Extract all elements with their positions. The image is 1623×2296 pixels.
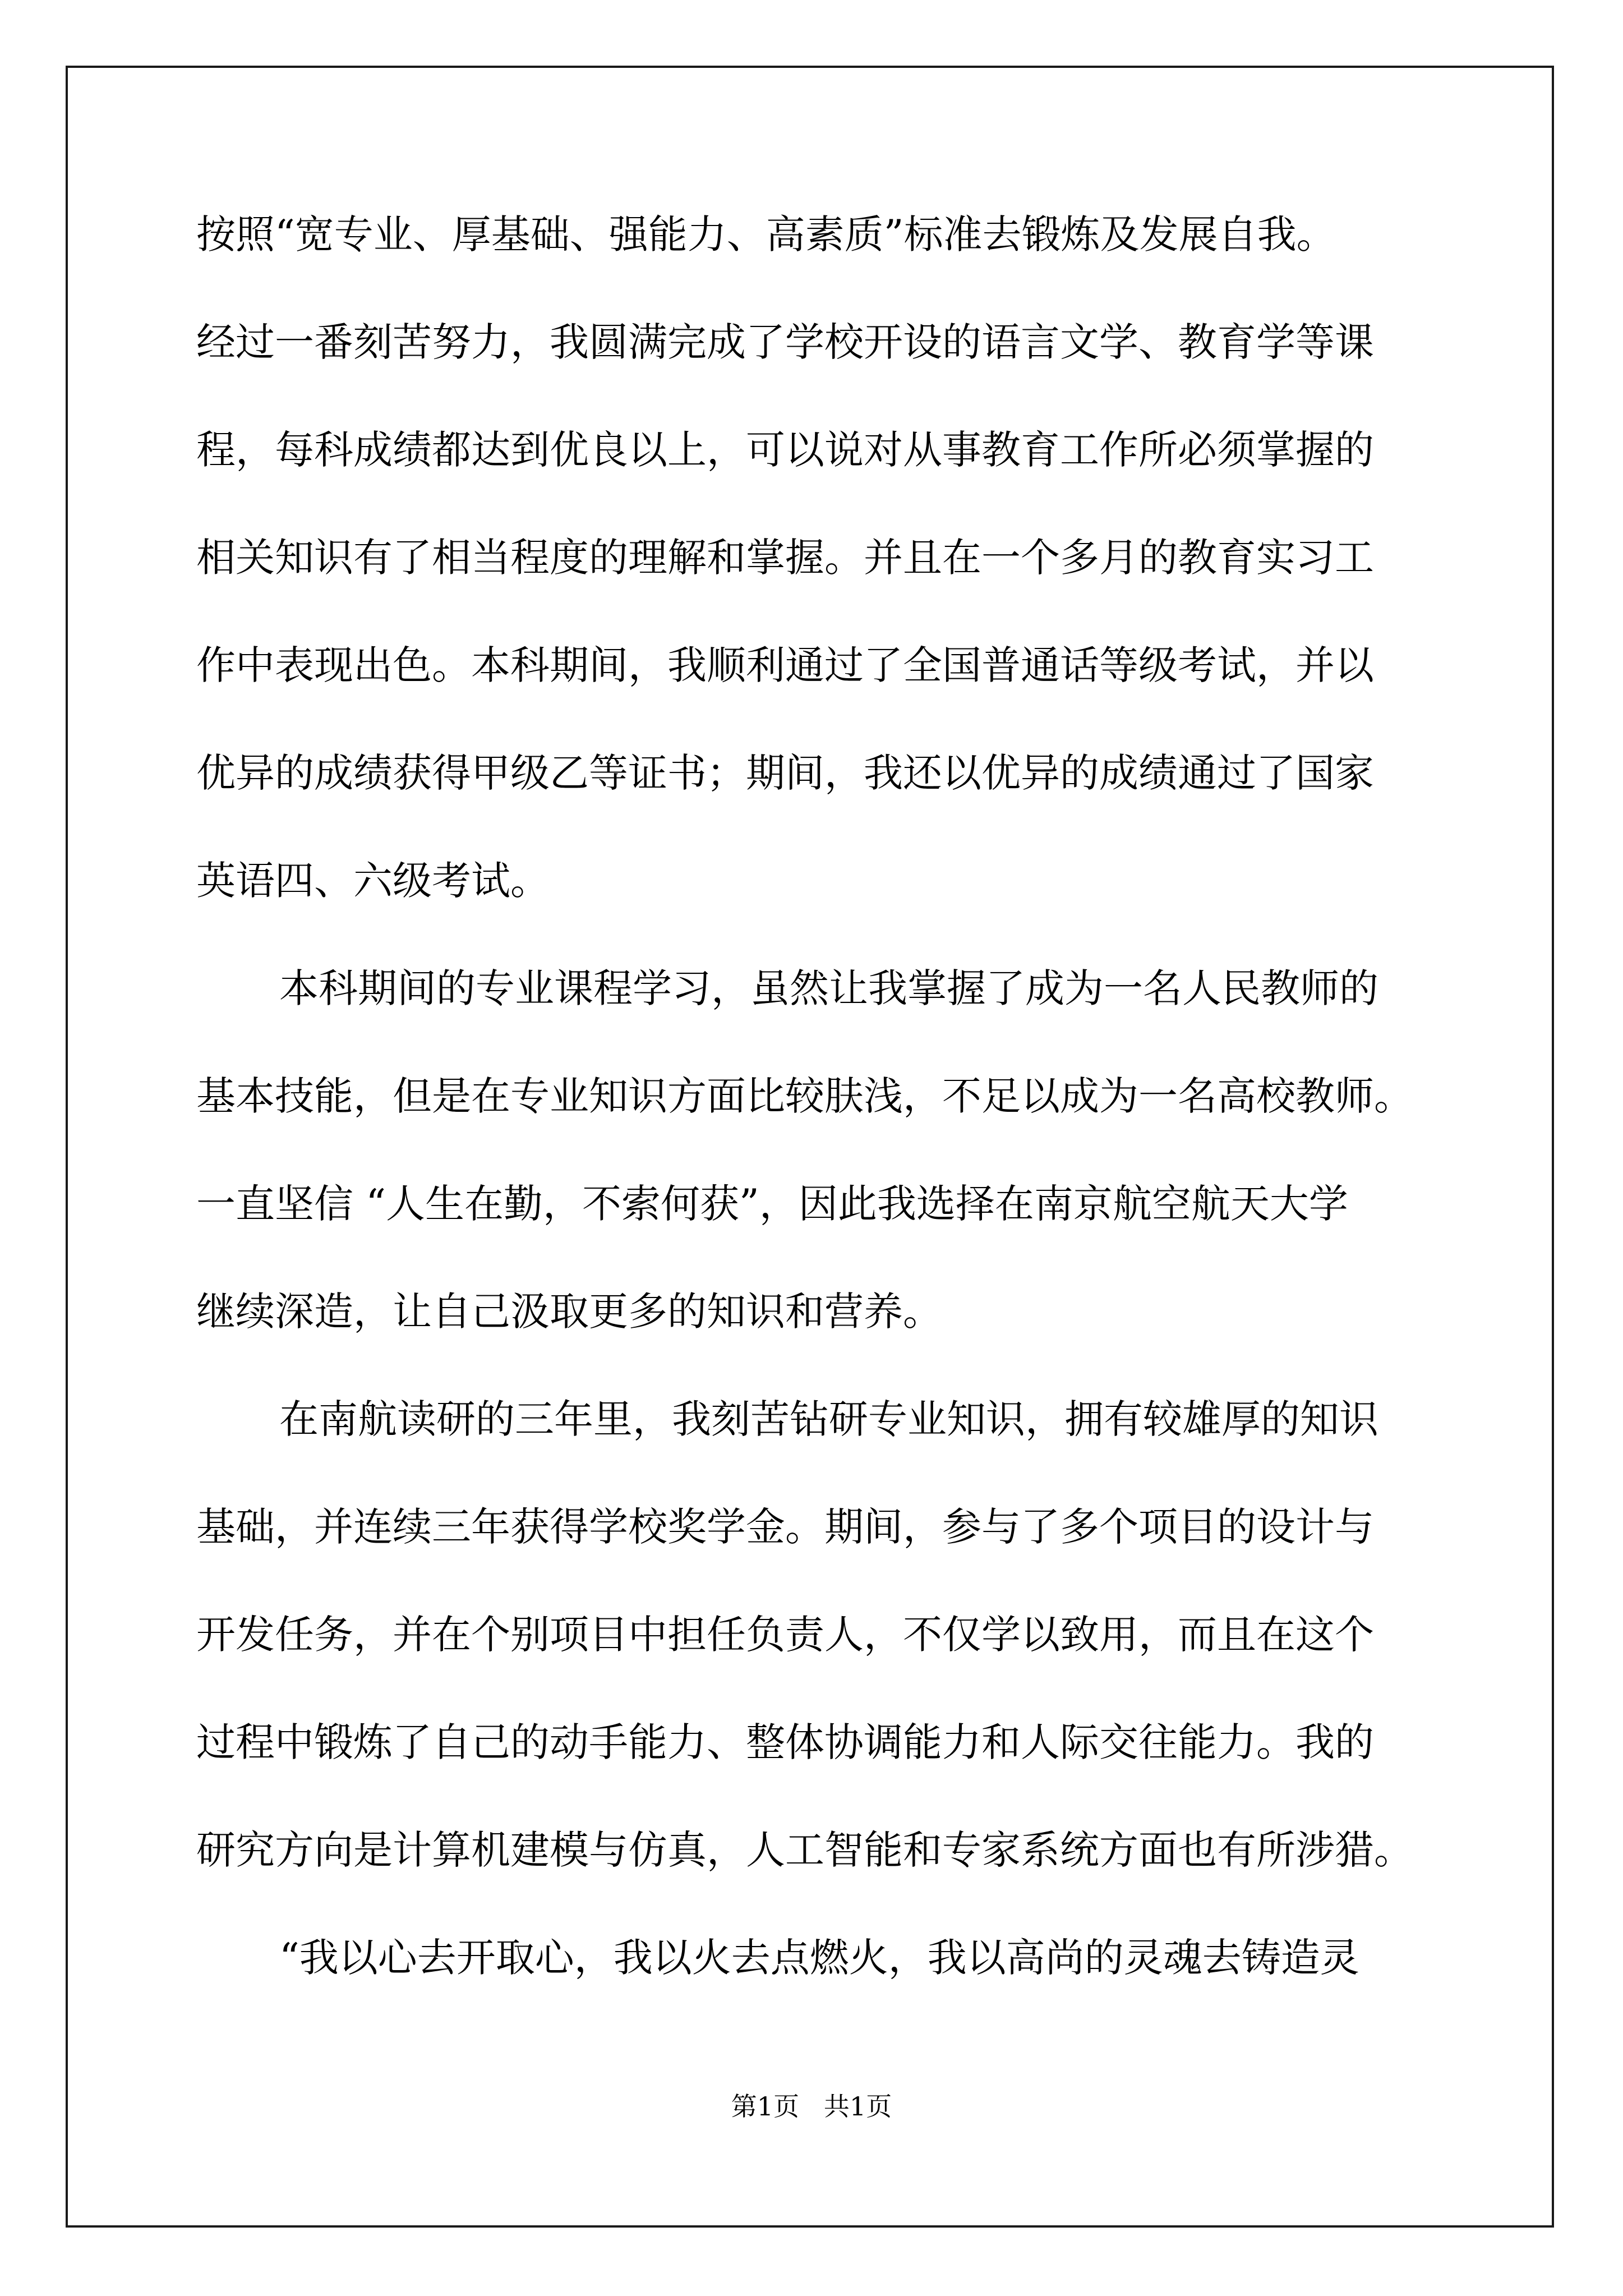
- text-line: 基本技能，但是在专业知识方面比较肤浅，不足以成为一名高校教师。: [196, 1073, 1413, 1119]
- text-line: 本科期间的专业课程学习，虽然让我掌握了成为一名人民教师的: [279, 965, 1378, 1011]
- text-line: 优异的成绩获得甲级乙等证书；期间，我还以优异的成绩通过了国家: [196, 750, 1374, 796]
- text-line: 研究方向是计算机建模与仿真，人工智能和专家系统方面也有所涉猎。: [196, 1827, 1413, 1873]
- text-line: 在南航读研的三年里，我刻苦钻研专业知识，拥有较雄厚的知识: [279, 1396, 1378, 1442]
- text-line: 继续深造，让自己汲取更多的知识和营养。: [196, 1289, 942, 1335]
- text-line: 开发任务，并在个别项目中担任负责人，不仅学以致用，而且在这个: [196, 1612, 1374, 1658]
- text-line: 相关知识有了相当程度的理解和掌握。并且在一个多月的教育实习工: [196, 535, 1374, 581]
- text-line: 程，每科成绩都达到优良以上，可以说对从事教育工作所必须掌握的: [196, 427, 1374, 473]
- text-line: 一直坚信 “人生在勤，不索何获”，因此我选择在南京航空航天大学: [196, 1181, 1348, 1227]
- text-line: 作中表现出色。本科期间，我顺利通过了全国普通话等级考试，并以: [196, 642, 1374, 688]
- page-footer: 第1页 共1页: [731, 2091, 892, 2122]
- text-line: 按照“宽专业、厚基础、强能力、高素质”标准去锻炼及发展自我。: [196, 211, 1336, 257]
- text-line: “我以心去开取心，我以火去点燃火，我以高尚的灵魂去铸造灵: [279, 1935, 1359, 1981]
- text-line: 基础，并连续三年获得学校奖学金。期间，参与了多个项目的设计与: [196, 1504, 1374, 1550]
- document-body: [196, 208, 1441, 2039]
- text-line: 过程中锻炼了自己的动手能力、整体协调能力和人际交往能力。我的: [196, 1719, 1374, 1765]
- text-line: 经过一番刻苦努力，我圆满完成了学校开设的语言文学、教育学等课: [196, 319, 1374, 365]
- text-line: 英语四、六级考试。: [196, 858, 550, 904]
